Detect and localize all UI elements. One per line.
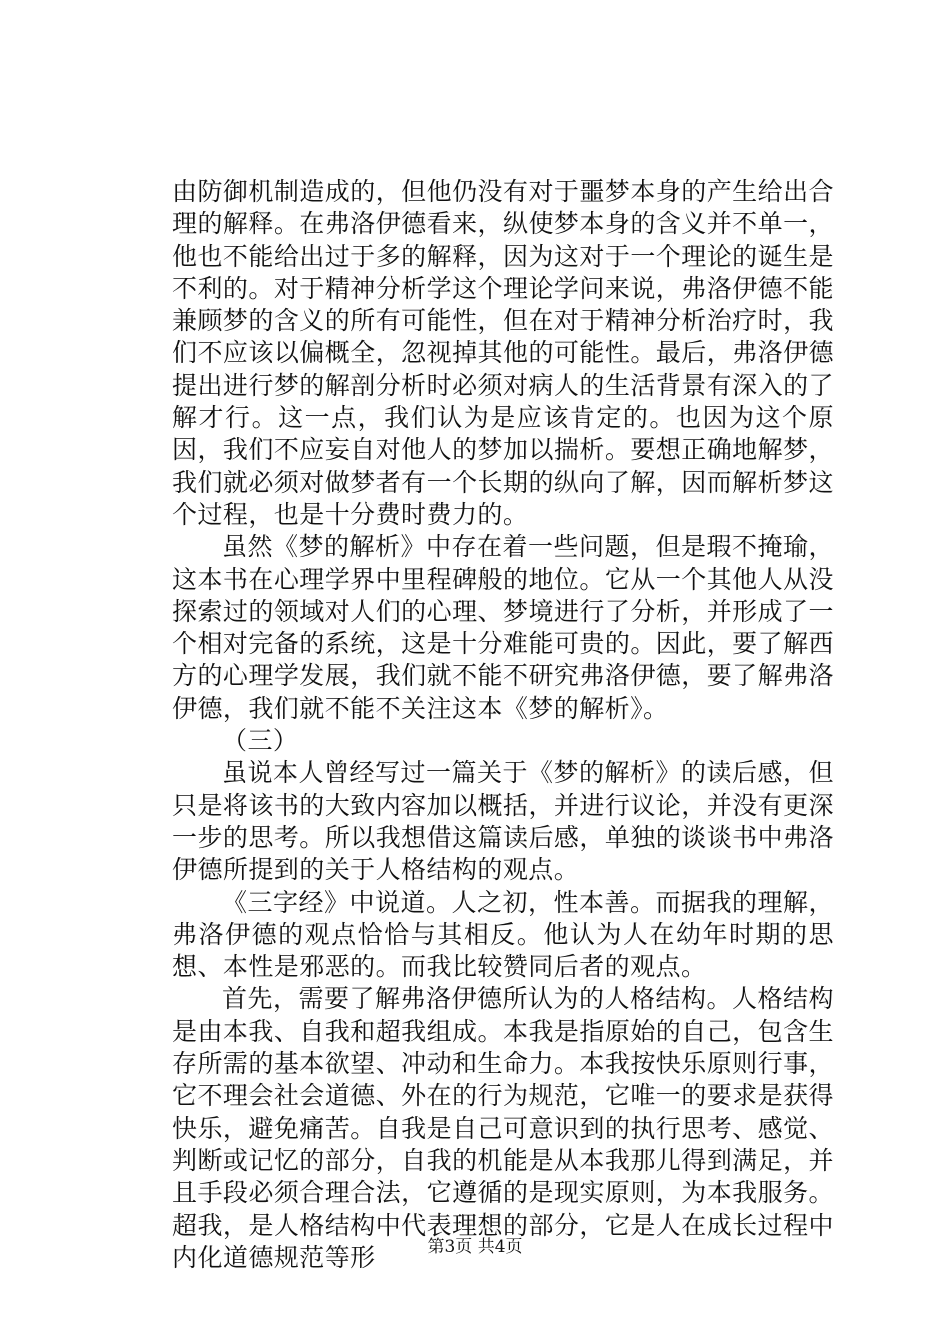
page-number-footer: 第3页 共4页 bbox=[427, 1237, 523, 1257]
paragraph-1: 由防御机制造成的，但他仍没有对于噩梦本身的产生给出合理的解释。在弗洛伊德看来，纵使梦本身的含义并不单一，他也不能给出过于多的解释，因为这对于一个理论的诞生是不利的。对于精神分析学这个理论学问来说，弗洛伊德不能兼顾梦的含义的所有可能性，但在对于精神分析治疗时，我们不应该以偏概全，忽视掉其他的可能性。最后，弗洛伊德提出进行梦的解剖分析时必须对病人的生活背景有深入的了解才行。这一点，我们认为是应该肯定的。也因为这个原因，我们不应妄自对他人的梦加以揣析。要想正确地解梦，我们就必须对做梦者有一个长期的纵向了解，因而解析梦这个过程，也是十分费时费力的。 bbox=[172, 177, 834, 529]
paragraph-3: 虽说本人曾经写过一篇关于《梦的解析》的读后感，但只是将该书的大致内容加以概括，并进行议论，并没有更深一步的思考。所以我想借这篇读后感，单独的谈谈书中弗洛伊德所提到的关于人格结构的观点。 bbox=[172, 758, 834, 885]
paragraph-4: 《三字经》中说道。人之初，性本善。而据我的理解，弗洛伊德的观点恰恰与其相反。他认为人在幼年时期的思想、本性是邪恶的。而我比较赞同后者的观点。 bbox=[172, 887, 834, 982]
paragraph-2: 虽然《梦的解析》中存在着一些问题，但是瑕不掩瑜，这本书在心理学界中里程碑般的地位。它从一个其他人从没探索过的领域对人们的心理、梦境进行了分析，并形成了一个相对完备的系统，这是十分难能可贵的。因此，要了解西方的心理学发展，我们就不能不研究弗洛伊德，要了解弗洛伊德，我们就不能不关注这本《梦的解析》。 bbox=[172, 532, 834, 723]
paragraph-5: 首先，需要了解弗洛伊德所认为的人格结构。人格结构是由本我、自我和超我组成。本我是指原始的自己，包含生存所需的基本欲望、冲动和生命力。本我按快乐原则行事，它不理会社会道德、外在的行为规范，它唯一的要求是获得快乐，避免痛苦。自我是自己可意识到的执行思考、感觉、判断或记忆的部分，自我的机能是从本我那儿得到满足，并且手段必须合理合法，它遵循的是现实原则，为本我服务。超我，是人格结构中代表理想的部分，它是人在成长过程中内化道德规范等形 bbox=[172, 984, 834, 1272]
document-body bbox=[172, 176, 834, 1274]
section-heading: （三） bbox=[222, 726, 299, 756]
